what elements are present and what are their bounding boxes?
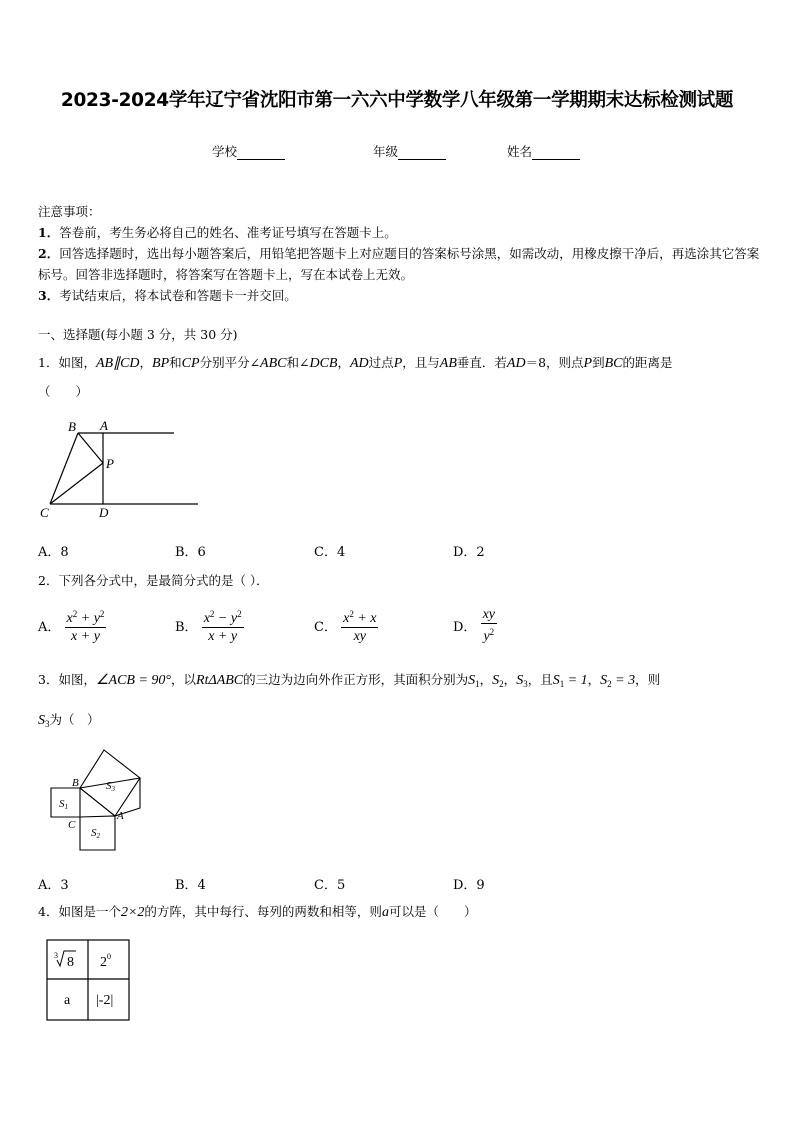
label-c: C	[68, 819, 76, 831]
notice-item-3: 3．考试结束后，将本试卷和答题卡一并交回。	[38, 288, 297, 303]
q4-grid	[45, 938, 131, 1022]
q1-answer-paren: （ ）	[38, 384, 89, 399]
label-a: A	[117, 810, 124, 822]
label-s3: S3	[106, 780, 115, 793]
q3-option-a: A．3	[38, 878, 69, 893]
q2-option-b: B． $\frac{x^2 - y^2}{x + y}$	[175, 606, 244, 645]
label-a: A	[100, 418, 108, 433]
label-s2: S2	[91, 827, 100, 840]
question-4: 4．如图是一个2×2的方阵，其中每行、每列的两数和相等，则a可以是（ ）	[38, 904, 477, 920]
label-d: D	[99, 505, 109, 520]
question-3: 3．如图，∠ACB = 90°，以RtΔABC的三边为边向外作正方形，其面积分别为$S_1$，$S_2$，$S_3$，且$S_1 = 1$，$S_2 = 3$，则	[38, 672, 661, 689]
q1-option-c: C．4	[314, 545, 346, 560]
section-heading: 一、选择题(每小题 3 分，共 30 分)	[38, 327, 238, 342]
q2-option-c: C． $\frac{x^2 + x}{xy}$	[314, 606, 378, 645]
cell-abs: |-2|	[96, 993, 114, 1008]
cell-root-index: 3	[54, 951, 58, 960]
notice	[38, 201, 760, 306]
q3-option-b: B．4	[175, 878, 206, 893]
q3-continued: $S_3$为（ ）	[38, 712, 100, 729]
question-2: 2．下列各分式中，是最简分式的是（ ）．	[38, 573, 269, 588]
q2-option-a: A． $\frac{x^2 + y^2}{x + y}$	[38, 606, 106, 645]
notice-item-2: 2．回答选择题时，选出每小题答案后，用铅笔把答题卡上对应题目的答案标号涂黑，如需改动，用橡皮擦干净后，再选涂其它答案标号。回答非选择题时，将答案写在答题卡上，写在本试卷上无效。	[38, 246, 760, 282]
q3-option-c: C．5	[314, 878, 346, 893]
q3-figure	[44, 744, 154, 859]
cell-a: a	[64, 993, 71, 1008]
notice-item-1: 1．答卷前，考生务必将自己的姓名、准考证号填写在答题卡上。	[38, 225, 397, 240]
label-s1: S1	[59, 798, 68, 811]
notice-heading: 注意事项：	[38, 204, 101, 219]
grade-field: 年级	[373, 142, 446, 160]
page-title: 2023-2024学年辽宁省沈阳市第一六六中学数学八年级第一学期期末达标检测试题	[60, 90, 734, 111]
q3-option-d: D．9	[453, 878, 485, 893]
q1-option-a: A．8	[38, 545, 69, 560]
question-1: 1．如图，AB∥CD，BP和CP分别平分∠ABC和∠DCB，AD过点P，且与AB垂直．若AD＝8，则点P到BC的距离是	[38, 355, 673, 371]
school-field: 学校	[212, 142, 285, 160]
name-field: 姓名	[507, 142, 580, 160]
q2-option-d: D． $\frac{xy}{y^2}$	[453, 607, 496, 644]
label-p: P	[106, 456, 114, 471]
q1-option-d: D．2	[453, 545, 485, 560]
cell-root: 8	[67, 955, 74, 970]
label-c: C	[40, 505, 49, 520]
label-b: B	[72, 777, 79, 789]
q1-figure	[36, 416, 206, 520]
label-b: B	[68, 419, 76, 434]
q1-option-b: B．6	[175, 545, 206, 560]
cell-power: $2^0$	[100, 952, 111, 970]
